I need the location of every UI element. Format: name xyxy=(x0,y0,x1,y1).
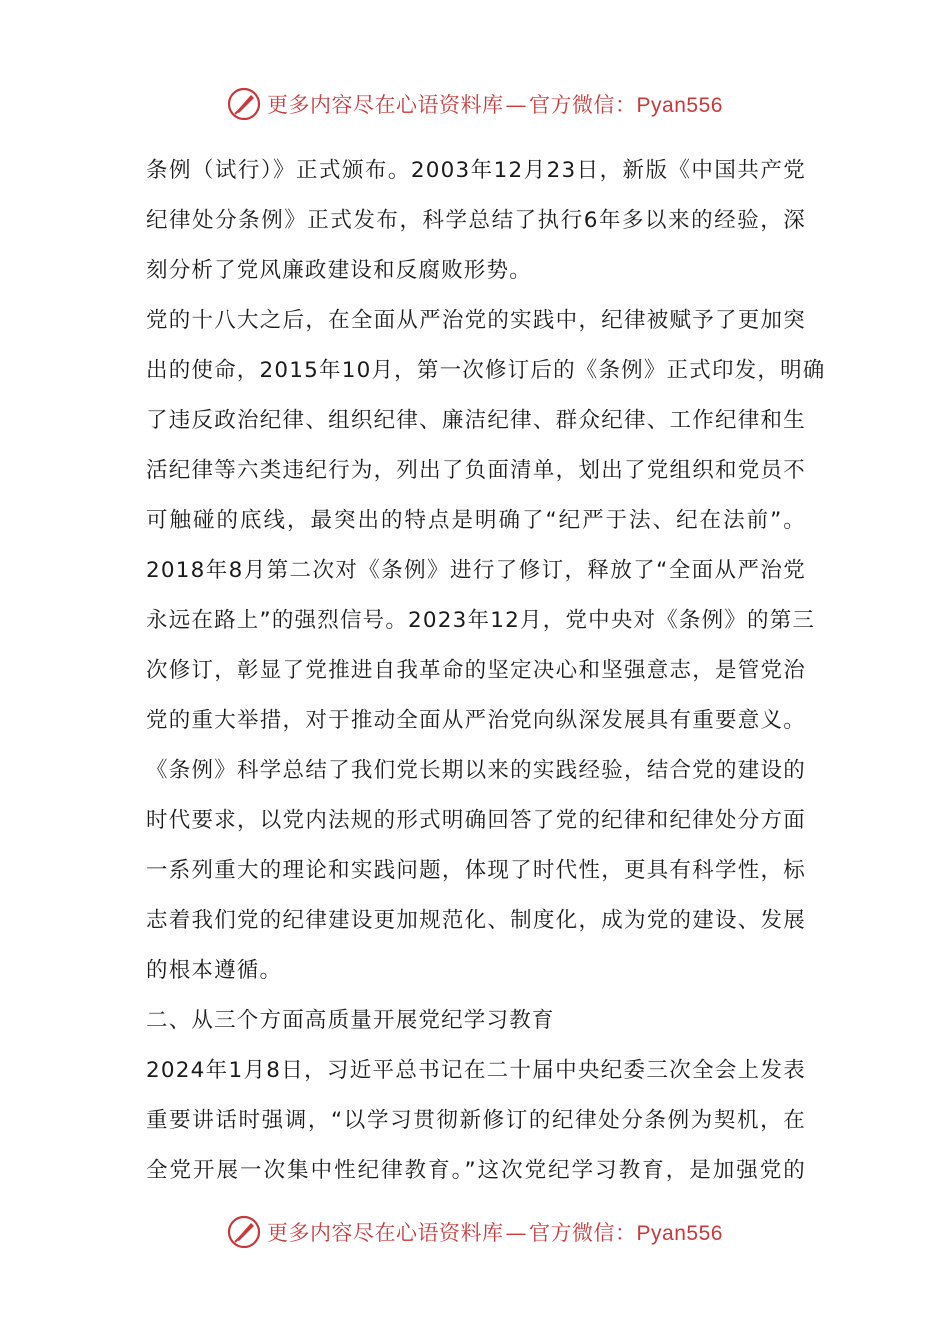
document-body xyxy=(146,146,826,1196)
text-line: 全党开展一次集中性纪律教育。”这次党纪学习教育，是加强党的 xyxy=(146,1158,806,1183)
quill-logo-icon xyxy=(227,1215,261,1249)
watermark-text: 更多内容尽在心语资料库 xyxy=(267,1221,504,1245)
text-line: 可触碰的底线，最突出的特点是明确了“纪严于法、纪在法前”。 xyxy=(146,508,806,533)
text-line: 2024年1月8日，习近平总书记在二十届中央纪委三次全会上发表 xyxy=(146,1058,806,1083)
text-line: 二、从三个方面高质量开展党纪学习教育 xyxy=(146,1008,555,1033)
watermark-suffix: 官方微信： xyxy=(529,93,637,117)
watermark-suffix: 官方微信： xyxy=(529,1221,637,1245)
text-line: 永远在路上”的强烈信号。2023年12月，党中央对《条例》的第三 xyxy=(146,608,816,633)
text-line: 次修订，彰显了党推进自我革命的坚定决心和坚强意志，是管党治 xyxy=(146,658,806,683)
watermark-text: 更多内容尽在心语资料库 xyxy=(267,93,504,117)
text-line: 党的十八大之后，在全面从严治党的实践中，纪律被赋予了更加突 xyxy=(146,308,806,333)
text-line: 刻分析了党风廉政建设和反腐败形势。 xyxy=(146,258,532,283)
text-line: 纪律处分条例》正式发布，科学总结了执行6年多以来的经验，深 xyxy=(146,208,806,233)
watermark-id: Pyan556 xyxy=(636,1222,723,1245)
text-line: 志着我们党的纪律建设更加规范化、制度化，成为党的建设、发展 xyxy=(146,908,806,933)
text-line: 出的使命，2015年10月，第一次修订后的《条例》正式印发，明确 xyxy=(146,358,826,383)
text-line: 党的重大举措，对于推动全面从严治党向纵深发展具有重要意义。 xyxy=(146,708,806,733)
text-line: 《条例》科学总结了我们党长期以来的实践经验，结合党的建设的 xyxy=(146,758,806,783)
watermark-id: Pyan556 xyxy=(636,94,723,117)
watermark-separator: — xyxy=(505,93,528,117)
header-watermark xyxy=(0,84,950,124)
quill-logo-icon xyxy=(227,87,261,121)
text-line: 一系列重大的理论和实践问题，体现了时代性，更具有科学性，标 xyxy=(146,858,806,883)
text-line: 了违反政治纪律、组织纪律、廉洁纪律、群众纪律、工作纪律和生 xyxy=(146,408,806,433)
text-line: 的根本遵循。 xyxy=(146,958,283,983)
text-line: 条例（试行）》正式颁布。2003年12月23日，新版《中国共产党 xyxy=(146,158,806,183)
watermark-separator: — xyxy=(505,1221,528,1245)
text-line: 重要讲话时强调，“以学习贯彻新修订的纪律处分条例为契机，在 xyxy=(146,1108,806,1133)
text-line: 2018年8月第二次对《条例》进行了修订，释放了“全面从严治党 xyxy=(146,558,806,583)
footer-watermark xyxy=(0,1212,950,1252)
text-line: 时代要求，以党内法规的形式明确回答了党的纪律和纪律处分方面 xyxy=(146,808,806,833)
text-line: 活纪律等六类违纪行为，列出了负面清单，划出了党组织和党员不 xyxy=(146,458,806,483)
